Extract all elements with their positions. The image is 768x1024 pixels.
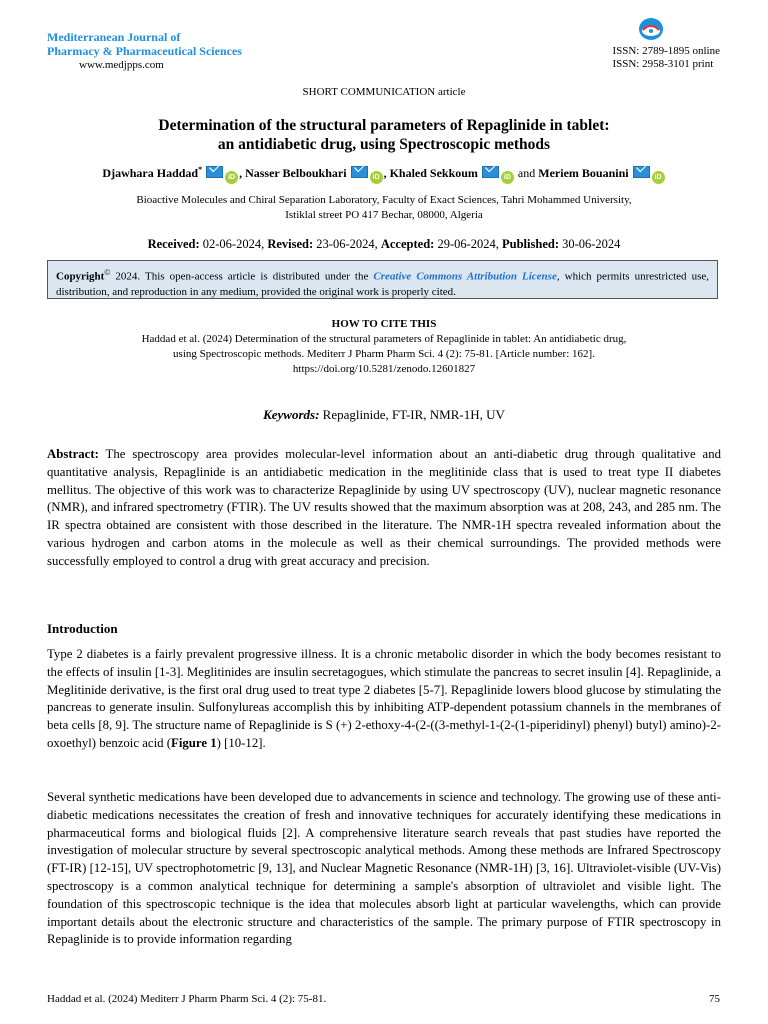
affiliation-line2: Istiklal street PO 417 Bechar, 08000, Algeria: [285, 209, 483, 221]
corresponding-mark: *: [198, 165, 203, 174]
page-number: 75: [709, 993, 720, 1005]
intro-p1-text-b: ) [10-12].: [216, 735, 266, 750]
author-3: [390, 166, 539, 180]
orcid-icon[interactable]: iD: [501, 171, 514, 184]
journal-header: [47, 30, 242, 72]
abstract: [47, 446, 721, 571]
revised-date: 23-06-2024: [316, 237, 375, 251]
affiliation: [0, 193, 768, 223]
published-label: Published:: [502, 237, 559, 251]
copyright-box: [47, 260, 718, 299]
published-date: 30-06-2024: [562, 237, 621, 251]
intro-paragraph-1: [47, 646, 721, 753]
figure-reference[interactable]: Figure 1: [171, 735, 217, 750]
author-name: Nasser Belboukhari: [245, 166, 347, 180]
author-separator: ,: [383, 166, 390, 180]
email-icon[interactable]: [633, 166, 650, 178]
abstract-text: The spectroscopy area provides molecular-level information about an anti-diabetic drug through qualitative and quantitative analysis, Repaglinide is an antidiabetic medication in the meglitinide class that is used to treat type II diabetes mellitus. The objective of this work was to characterize Repaglinide by using UV spectroscopy (UV), nuclear magnetic resonance (NMR), and infrared spectrometry (FTIR). The UV results showed that the maximum absorption was at 208, 243, and 285 nm. The IR spectra obtained are consistent with those described in the literature. The NMR-1H spectra revealed information about the various hydrogen and carbon atoms in the molecule as well as their chemical surroundings. The provided methods were successfully employed to control a drug with great accuracy and precision.: [47, 447, 721, 568]
issn-print: ISSN: 2958-3101 print: [612, 58, 714, 70]
email-icon[interactable]: [206, 166, 223, 178]
author-separator: ,: [239, 166, 246, 180]
received-date: 02-06-2024: [202, 237, 262, 251]
article-dates: Received: 02-06-2024, Revised: 23-06-2024, Accepted: 29-06-2024, Published: 30-06-2024: [147, 237, 621, 251]
journal-name-line1: Mediterranean Journal of: [47, 30, 181, 44]
introduction-heading: Introduction: [47, 621, 118, 636]
orcid-icon[interactable]: iD: [652, 171, 665, 184]
copyright-text-before: 2024. This open-access article is distributed under the: [110, 270, 374, 283]
article-title: [0, 116, 768, 154]
keywords: [0, 407, 768, 423]
received-label: Received:: [147, 237, 200, 251]
keywords-label: Keywords:: [263, 407, 320, 422]
intro-p1-text-a: Type 2 diabetes is a fairly prevalent progressive illness. It is a chronic metabolic disorder in which the body becomes resistant to the effects of insulin [1-3]. Meglitinides are insulin secretagogues, which stimulate the pancreas to secret insulin [4]. Repaglinide, a Meglitinide derivative, is the first oral drug used to treat type 2 diabetes [5-7]. Repaglinide lowers blood glucose by stimulating the pancreas to generate insulin. Sulfonylureas accomplish this by inhibiting ATP-dependent potassium channels in the membranes of beta cells [8, 9]. The structure name of Repaglinide is S (+) 2-ethoxy-4-(2-((3-methyl-1-(2-(1-piperidinyl) phenyl) butyl) amino)-2-oxoethyl) benzoic acid (: [47, 647, 721, 750]
accepted-label: Accepted:: [380, 237, 435, 251]
author-name: Khaled Sekkoum: [389, 166, 478, 180]
issn-block: [612, 45, 720, 71]
revised-label: Revised:: [267, 237, 314, 251]
footer-citation: Haddad et al. (2024) Mediterr J Pharm Pharm Sci. 4 (2): 75-81.: [47, 993, 327, 1005]
cite-line1: Haddad et al. (2024) Determination of the structural parameters of Repaglinide in tablet: An antidiabetic drug,: [141, 333, 627, 345]
orcid-icon[interactable]: iD: [370, 171, 383, 184]
title-line2: an antidiabetic drug, using Spectroscopic methods: [217, 136, 551, 153]
license-link[interactable]: Creative Commons Attribution License: [373, 270, 557, 283]
author-2: [245, 166, 389, 180]
keywords-text: Repaglinide, FT-IR, NMR-1H, UV: [319, 407, 505, 422]
orcid-icon[interactable]: iD: [225, 171, 238, 184]
affiliation-line1: Bioactive Molecules and Chiral Separation Laboratory, Faculty of Exact Sciences, Tahri Mohammed University,: [136, 194, 632, 206]
title-line1: Determination of the structural parameters of Repaglinide in tablet:: [158, 117, 610, 134]
author-separator: and: [514, 166, 539, 180]
abstract-label: Abstract:: [47, 447, 99, 461]
journal-url[interactable]: www.medjpps.com: [79, 59, 164, 71]
email-icon[interactable]: [482, 166, 499, 178]
author-1: [102, 166, 245, 180]
author-4: [538, 166, 665, 180]
cite-heading: HOW TO CITE THIS: [331, 318, 437, 330]
copyright-label: Copyright: [56, 270, 105, 283]
citation-block: [0, 317, 768, 377]
copyright-text-after: , which permits unrestricted use, distribution, and reproduction in any medium, provided the original work is properly cited.: [56, 270, 709, 298]
copyright-symbol: ©: [104, 268, 111, 277]
author-list: [0, 165, 768, 184]
journal-name-line2: Pharmacy & Pharmaceutical Sciences: [47, 44, 242, 58]
author-name: Djawhara Haddad: [102, 166, 199, 180]
issn-online: ISSN: 2789-1895 online: [612, 45, 720, 57]
article-type: SHORT COMMUNICATION article: [302, 86, 466, 98]
author-name: Meriem Bouanini: [538, 166, 629, 180]
accepted-date: 29-06-2024: [437, 237, 496, 251]
cite-line2: using Spectroscopic methods. Mediterr J Pharm Pharm Sci. 4 (2): 75-81. [Article number: 162].: [173, 348, 595, 360]
journal-logo-icon: [638, 17, 664, 41]
email-icon[interactable]: [351, 166, 368, 178]
intro-paragraph-2: Several synthetic medications have been developed due to advancements in science and technology. The growing use of these anti-diabetic medications necessitates the creation of fresh and innovative techniques for accurately identifying these medications in pharmaceutical forms and biological fluids [2]. A comprehensive literature search reveals that past studies have reported the investigation of molecular structure by several spectroscopic analytical methods. Among these methods are Infrared Spectroscopy (FT-IR) [12-15], UV spectrophotometric [9, 13], and Nuclear Magnetic Resonance (NMR-1H) [3, 16]. Ultraviolet-visible (UV-Vis) spectroscopy is a common analytical technique for determining a sample's absorption of ultraviolet and visible light. The foundation of this spectroscopic technique is the idea that molecules absorb light at particular wavelengths, which can provide important details about the electronic structure and characteristics of the sample. The primary purpose of FTIR spectroscopy in Repaglinide is to provide information regarding: [47, 790, 721, 947]
doi-link[interactable]: https://doi.org/10.5281/zenodo.12601827: [292, 363, 476, 375]
